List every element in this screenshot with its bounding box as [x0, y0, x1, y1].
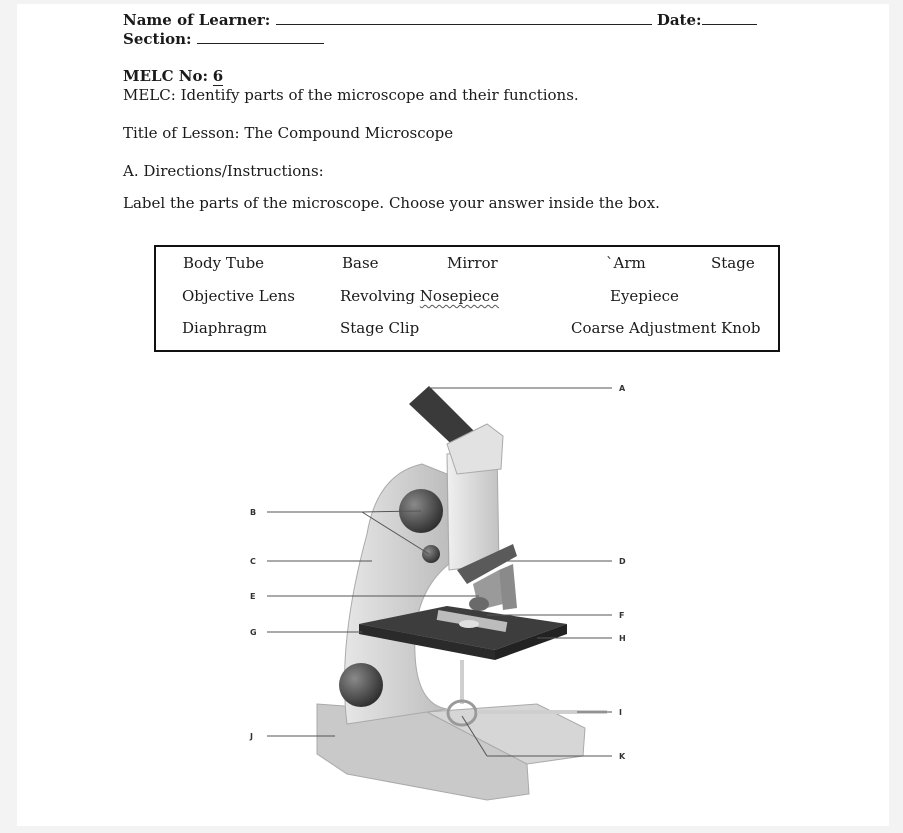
- label-g: G: [250, 628, 257, 637]
- label-j: J: [250, 732, 253, 741]
- choice-stage-clip: Stage Clip: [340, 319, 420, 337]
- label-a: A: [619, 384, 626, 393]
- instruction-text: Label the parts of the microscope. Choose your answer inside the box.: [123, 194, 660, 212]
- melc-no-value: 6: [212, 67, 224, 85]
- worksheet-page: [17, 4, 889, 826]
- microscope-diagram: [17, 4, 889, 826]
- nosepiece-word: Nosepiece: [419, 287, 500, 305]
- name-of-learner-label: Name of Learner:: [123, 11, 271, 29]
- melc-text: MELC: Identify parts of the microscope and their functions.: [123, 86, 579, 104]
- label-c: C: [250, 557, 256, 566]
- choice-mirror: Mirror: [447, 254, 498, 272]
- label-k: K: [619, 752, 626, 761]
- choice-stage: Stage: [711, 254, 755, 272]
- choice-eyepiece: Eyepiece: [610, 287, 679, 305]
- melc-no-label: MELC No:: [123, 67, 208, 85]
- label-d: D: [619, 557, 626, 566]
- choice-arm: `Arm: [606, 254, 646, 272]
- choice-body-tube: Body Tube: [183, 254, 265, 272]
- label-i: I: [619, 708, 622, 717]
- label-h: H: [619, 634, 626, 643]
- revolving-word: Revolving: [340, 287, 416, 305]
- date-label: Date:: [656, 11, 702, 29]
- label-e: E: [250, 592, 256, 601]
- coarse-knob-shape: [339, 663, 383, 707]
- choice-coarse-adjustment-knob: Coarse Adjustment Knob: [571, 319, 761, 337]
- directions-heading: A. Directions/Instructions:: [123, 162, 324, 180]
- microscope-illustration: [17, 4, 889, 826]
- choice-diaphragm: Diaphragm: [182, 319, 267, 337]
- label-f: F: [619, 611, 625, 620]
- choice-base: Base: [342, 254, 379, 272]
- choice-objective-lens: Objective Lens: [182, 287, 295, 305]
- lesson-title: Title of Lesson: The Compound Microscope: [123, 124, 454, 142]
- section-label: Section:: [123, 30, 192, 48]
- label-b: B: [250, 508, 257, 517]
